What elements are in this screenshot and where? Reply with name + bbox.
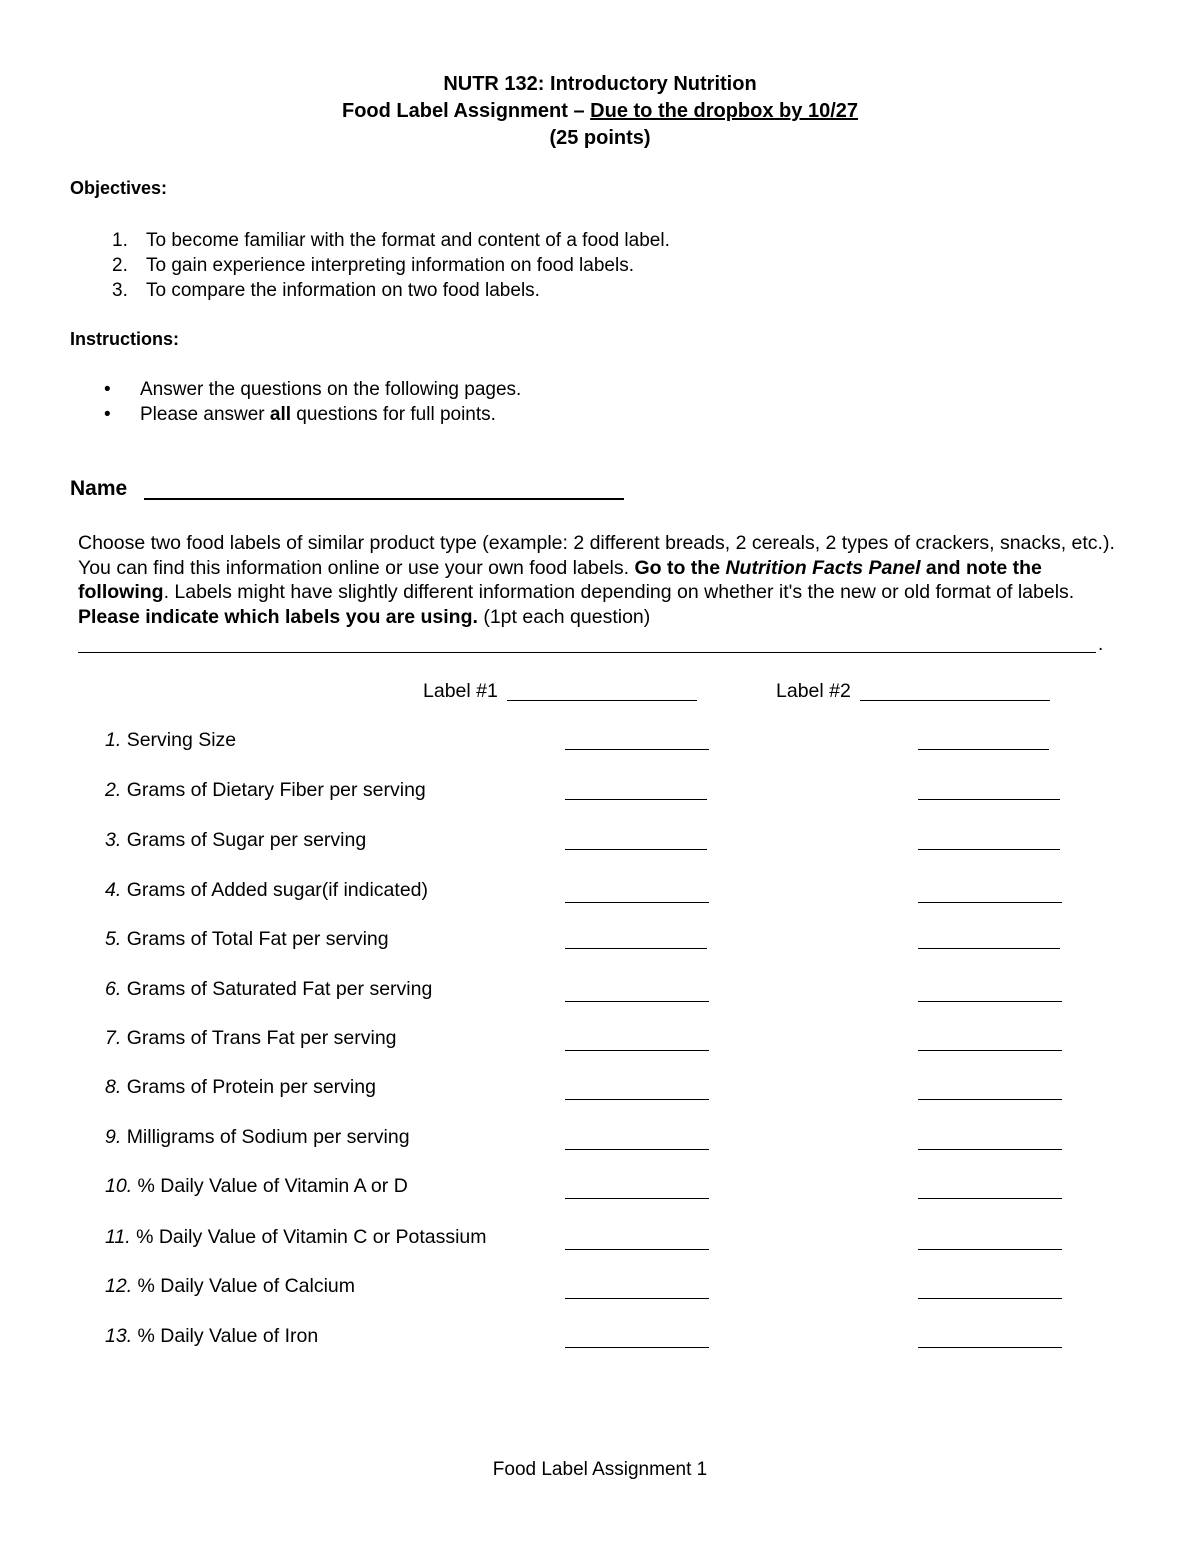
assignment-points: (25 points) (549, 127, 651, 149)
course-title: NUTR 132: Introductory Nutrition (443, 73, 757, 95)
objective-number: 3. (112, 280, 128, 301)
label-2-answer-blank[interactable] (918, 781, 1060, 800)
paragraph-text-1: Choose two food labels of similar product type (example: 2 different breads, 2 cereals, 2 types of crackers, snacks, etc.). You can find this information online or use your own food labels. (78, 532, 1115, 579)
question-text: % Daily Value of Calcium (137, 1275, 356, 1297)
label-2-answer-blank[interactable] (918, 1231, 1062, 1250)
question-row (105, 1275, 355, 1298)
label-2-answer-blank[interactable] (918, 1329, 1062, 1348)
question-number: 4. (105, 879, 122, 901)
label-2-answer-blank[interactable] (918, 1032, 1062, 1051)
question-row (105, 1027, 397, 1050)
question-number: 2. (105, 779, 122, 801)
question-number: 11. (105, 1226, 131, 1248)
label-1-answer-blank[interactable] (565, 1131, 709, 1150)
question-text: Grams of Total Fat per serving (126, 928, 389, 950)
objective-text: To compare the information on two food labels. (146, 280, 540, 301)
label-2-answer-blank[interactable] (918, 831, 1060, 850)
labels-used-line-end: . (1098, 634, 1104, 655)
instruction-text-post: questions for full points. (291, 404, 496, 425)
label-1-answer-blank[interactable] (565, 1180, 709, 1199)
question-row (105, 1175, 408, 1198)
question-number: 12. (105, 1275, 133, 1297)
question-text: Milligrams of Sodium per serving (126, 1126, 410, 1148)
instruction-text-pre: Please answer (140, 404, 270, 425)
question-text: Grams of Sugar per serving (126, 829, 367, 851)
label-1-answer-blank[interactable] (565, 1329, 709, 1348)
objective-text: To gain experience interpreting information on food labels. (146, 255, 634, 276)
question-row (105, 1226, 487, 1249)
question-row (105, 879, 428, 902)
question-row (105, 1126, 410, 1149)
label-1-answer-blank[interactable] (565, 731, 709, 750)
label-1-answer-blank[interactable] (565, 1280, 709, 1299)
question-text: % Daily Value of Vitamin A or D (137, 1175, 408, 1197)
label-1-answer-blank[interactable] (565, 884, 709, 903)
page-footer: Food Label Assignment 1 (492, 1459, 708, 1480)
objectives-heading: Objectives: (70, 178, 168, 198)
instructions-heading: Instructions: (70, 329, 180, 349)
question-number: 8. (105, 1076, 122, 1098)
assignment-prefix: Food Label Assignment – (341, 100, 591, 122)
instructions-paragraph (78, 531, 1128, 629)
label-2-answer-blank[interactable] (918, 1131, 1062, 1150)
question-text: Serving Size (126, 729, 237, 751)
label-2-answer-blank[interactable] (918, 983, 1062, 1002)
objective-item (112, 279, 540, 303)
paragraph-bold-3: Please indicate which labels you are using. (78, 605, 478, 628)
objective-number: 2. (112, 255, 128, 276)
question-row (105, 1325, 318, 1348)
paragraph-bold-1: Go to the (634, 556, 726, 579)
label-2-answer-blank[interactable] (918, 930, 1060, 949)
question-row (105, 779, 426, 802)
name-label: Name (70, 477, 128, 500)
label-2-answer-blank[interactable] (918, 731, 1049, 750)
label-1-header: Label #1 (423, 680, 498, 702)
label-2-answer-blank[interactable] (918, 1180, 1062, 1199)
label-2-answer-blank[interactable] (918, 1280, 1062, 1299)
bullet-icon: • (104, 379, 111, 400)
question-number: 9. (105, 1126, 122, 1148)
instruction-item (104, 378, 521, 402)
question-text: Grams of Saturated Fat per serving (126, 978, 433, 1000)
label-1-answer-blank[interactable] (565, 1032, 709, 1051)
question-row (105, 729, 236, 752)
question-text: Grams of Protein per serving (126, 1076, 376, 1098)
bullet-icon: • (104, 404, 111, 425)
question-text: Grams of Trans Fat per serving (126, 1027, 397, 1049)
question-text: Grams of Dietary Fiber per serving (126, 779, 426, 801)
instruction-item (104, 403, 496, 427)
question-number: 3. (105, 829, 122, 851)
instruction-text-bold: all (269, 404, 292, 425)
question-number: 10. (105, 1175, 133, 1197)
question-number: 7. (105, 1027, 122, 1049)
label-2-name-blank[interactable] (860, 682, 1050, 701)
objective-item (112, 254, 634, 278)
question-row (105, 1076, 376, 1099)
objective-item (112, 229, 670, 253)
question-row (105, 978, 432, 1001)
question-row (105, 829, 366, 852)
paragraph-bold-2: and note the following (78, 556, 1042, 603)
label-1-name-blank[interactable] (507, 682, 697, 701)
assignment-title (0, 100, 1200, 123)
question-text: Grams of Added sugar(if indicated) (126, 879, 429, 901)
label-2-answer-blank[interactable] (918, 884, 1062, 903)
question-text: % Daily Value of Iron (137, 1325, 319, 1347)
question-text: % Daily Value of Vitamin C or Potassium (136, 1226, 487, 1248)
question-number: 6. (105, 978, 122, 1000)
objective-number: 1. (112, 230, 128, 251)
instruction-text: Answer the questions on the following pages. (140, 379, 522, 400)
name-blank-line[interactable] (144, 480, 624, 500)
labels-used-blank-line[interactable] (78, 634, 1096, 653)
question-number: 1. (105, 729, 122, 751)
assignment-due: Due to the dropbox by 10/27 (590, 100, 858, 122)
paragraph-text-3: (1pt each question) (477, 605, 651, 628)
label-1-answer-blank[interactable] (565, 831, 707, 850)
objective-text: To become familiar with the format and content of a food label. (146, 230, 670, 251)
label-2-header: Label #2 (776, 680, 851, 702)
question-row (105, 928, 389, 951)
label-1-answer-blank[interactable] (565, 983, 709, 1002)
paragraph-bold-italic: Nutrition Facts Panel (725, 556, 921, 579)
label-1-answer-blank[interactable] (565, 930, 707, 949)
label-1-answer-blank[interactable] (565, 781, 707, 800)
question-number: 5. (105, 928, 122, 950)
label-1-answer-blank[interactable] (565, 1081, 709, 1100)
label-2-answer-blank[interactable] (918, 1081, 1062, 1100)
paragraph-text-2: . Labels might have slightly different information depending on whether it's the new or old format of labels. (163, 581, 1075, 603)
question-number: 13. (105, 1325, 133, 1347)
label-1-answer-blank[interactable] (565, 1231, 709, 1250)
